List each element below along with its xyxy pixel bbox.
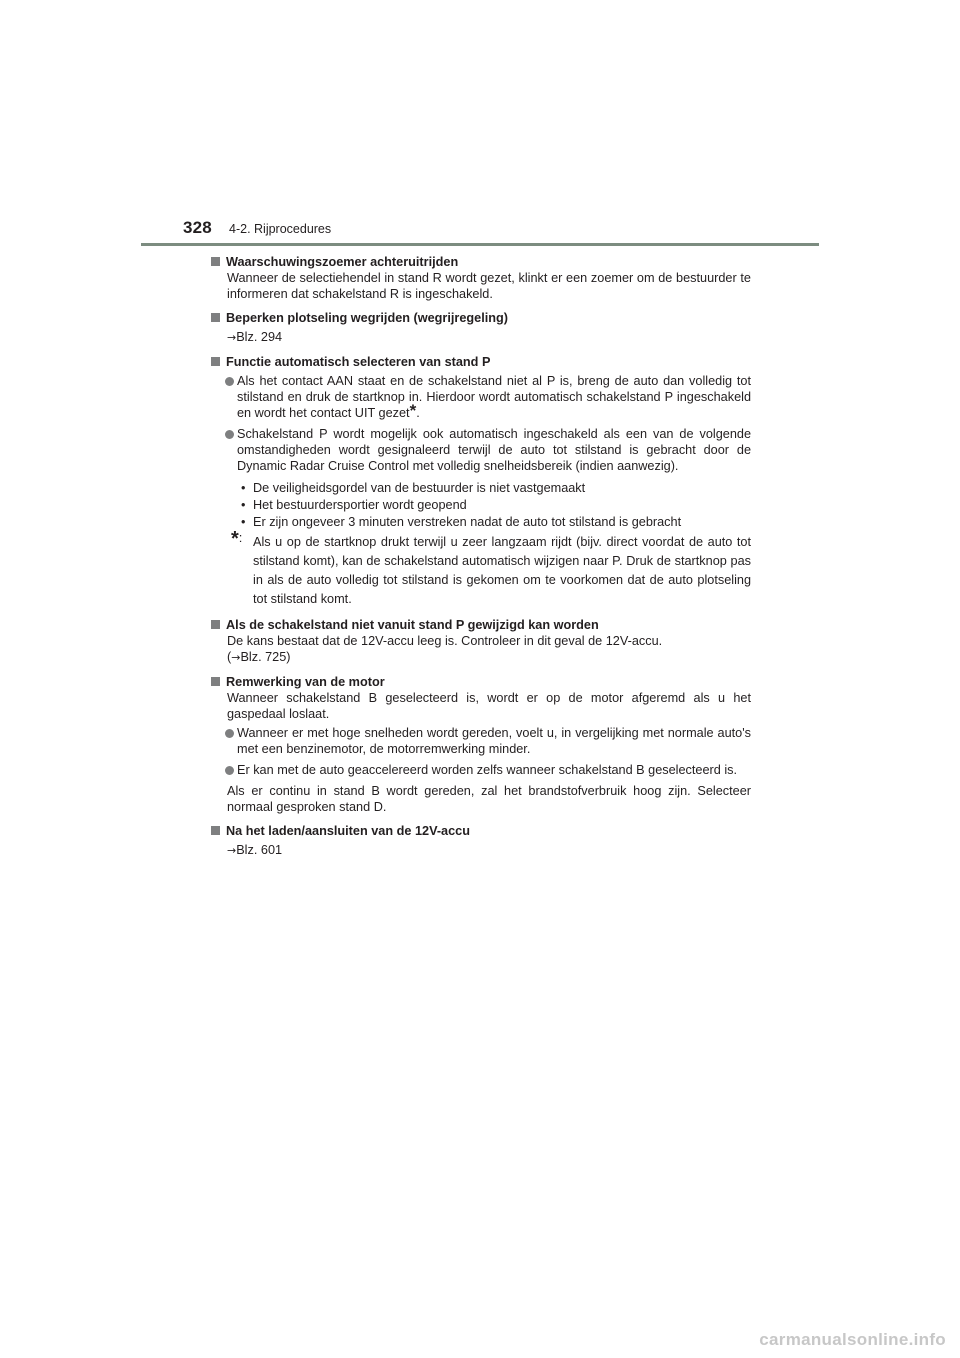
square-bullet-icon (211, 826, 220, 835)
section-after-charging (211, 823, 751, 859)
footnote (211, 528, 751, 609)
arrow-right-icon: → (227, 844, 237, 857)
section-heading: Waarschuwingszoemer achteruitrijden (226, 255, 459, 269)
page-reference-text: Blz. 725 (240, 650, 287, 664)
square-bullet-icon (211, 357, 220, 366)
arrow-right-icon: → (231, 651, 241, 664)
watermark: carmanualsonline.info (759, 1330, 946, 1349)
circle-bullet-icon (225, 766, 234, 775)
page-reference (227, 842, 751, 859)
page-reference (227, 329, 751, 346)
square-bullet-icon (211, 677, 220, 686)
section-heading: Na het laden/aansluiten van de 12V-accu (226, 824, 470, 838)
header-rule (141, 243, 819, 246)
section-heading: Remwerking van de motor (226, 675, 385, 689)
footnote-marker: *: (231, 528, 243, 550)
section-engine-braking (211, 674, 751, 815)
arrow-right-icon: → (227, 331, 237, 344)
footnote-text: Als u op de startknop drukt terwijl u zeer langzaam rijdt (bijv. direct voordat de auto tot stilstand komt), kan de schakelstand automatisch wijzigen naar P. Druk de startknop pas in als de auto volledig tot stilstand is gekomen om te voorkomen dat de auto plotseling tot stilstand komt. (253, 535, 751, 606)
square-bullet-icon (211, 620, 220, 629)
page-reference-text: Blz. 601 (236, 843, 283, 857)
sub-list-item: • Het bestuurdersportier wordt geopend (211, 497, 751, 513)
footnote-marker: * (409, 400, 417, 420)
list-item: Wanneer er met hoge snelheden wordt gereden, voelt u, in vergelijking met normale auto's met een benzinemotor, de motorremwerking minder. (211, 725, 751, 757)
section-heading: Beperken plotseling wegrijden (wegrijregeling) (226, 311, 508, 325)
circle-bullet-icon (225, 729, 234, 738)
section-shift-blocked (211, 617, 751, 666)
section-title: 4-2. Rijprocedures (229, 222, 332, 236)
sub-list-item: • Er zijn ongeveer 3 minuten verstreken nadat de auto tot stilstand is gebracht (211, 514, 751, 530)
section-body: Wanneer de selectiehendel in stand R wordt gezet, klinkt er een zoemer om de bestuurder te informeren dat schakelstand R is ingeschakeld. (227, 271, 751, 301)
page-reference-text: Blz. 294 (236, 330, 283, 344)
sub-list (211, 480, 751, 530)
section-body: De kans bestaat dat de 12V-accu leeg is. Controleer in dit geval de 12V-accu. (→Blz. 725) (227, 634, 663, 664)
list-item: Er kan met de auto geaccelereerd worden zelfs wanneer schakelstand B geselecteerd is. (211, 762, 751, 778)
section-heading: Als de schakelstand niet vanuit stand P gewijzigd kan worden (226, 618, 599, 632)
page-content (211, 254, 751, 867)
page-number: 328 (183, 218, 212, 237)
circle-bullet-icon (225, 430, 234, 439)
section-reverse-buzzer (211, 254, 751, 302)
circle-bullet-icon (225, 377, 234, 386)
section-start-control (211, 310, 751, 346)
list-item: Als het contact AAN staat en de schakelstand niet al P is, breng de auto dan volledig tot stilstand en druk de startknop in. Hierdoor wordt automatisch schakelstand P ingeschakeld en wordt het contact UIT gezet*. (211, 373, 751, 421)
sub-list-item: • De veiligheidsgordel van de bestuurder is niet vastgemaakt (211, 480, 751, 496)
section-paragraph: Als er continu in stand B wordt gereden, zal het brandstofverbruik hoog zijn. Selecteer normaal gesproken stand D. (227, 784, 751, 814)
square-bullet-icon (211, 257, 220, 266)
list-item: Schakelstand P wordt mogelijk ook automatisch ingeschakeld als een van de volgende omstandigheden wordt gesignaleerd terwijl de auto tot stilstand is gebracht door de Dynamic Radar Cruise Control met volledig snelheidsbereik (indien aanwezig). (211, 426, 751, 474)
section-body: Wanneer schakelstand B geselecteerd is, wordt er op de motor afgeremd als u het gaspedaal loslaat. (227, 691, 751, 721)
section-auto-p (211, 354, 751, 609)
square-bullet-icon (211, 313, 220, 322)
section-heading: Functie automatisch selecteren van stand P (226, 355, 491, 369)
